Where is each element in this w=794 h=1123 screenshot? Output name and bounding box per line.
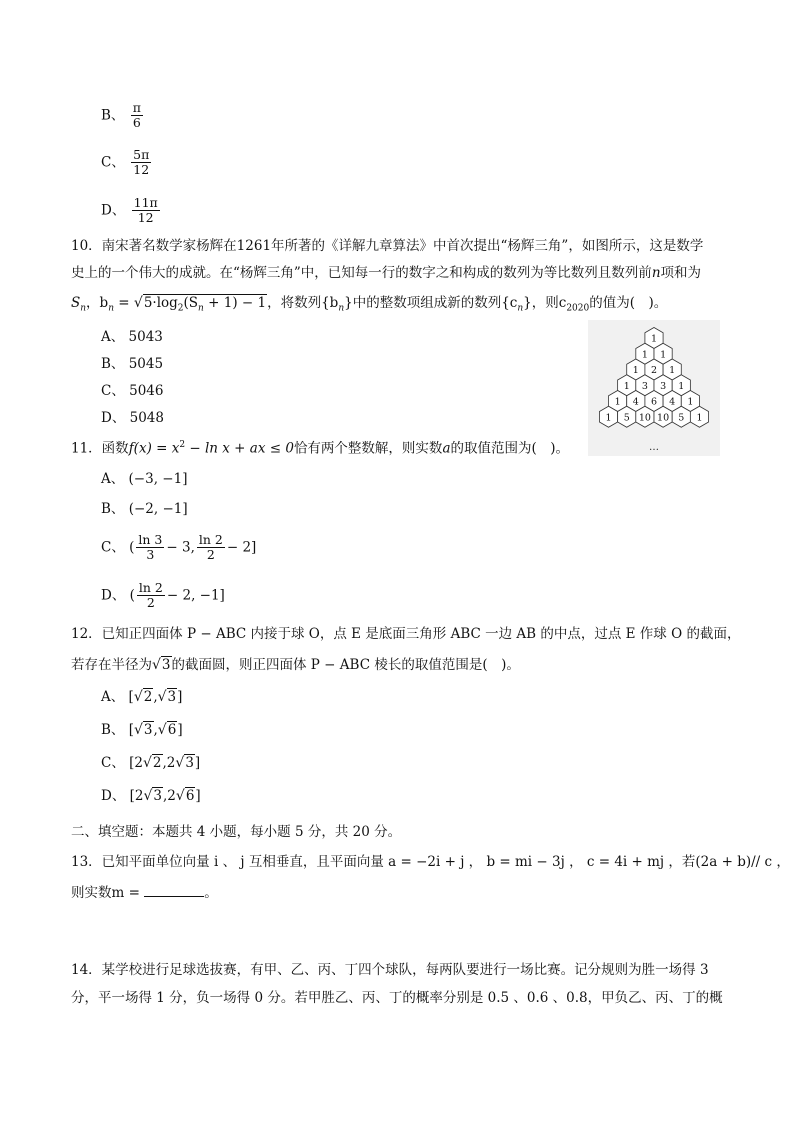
triangle-cell-value: 1	[678, 380, 685, 392]
triangle-cell-value: 1	[696, 412, 703, 424]
triangle-cell-value: 1	[650, 333, 658, 345]
triangle-cell-value: 1	[660, 349, 667, 361]
yang-hui-triangle-figure	[588, 320, 720, 456]
q10-option-b: B、 5045	[101, 356, 164, 372]
q14-line1: 14．某学校进行足球选拔赛，有甲、乙、丙、丁四个球队，每两队要进行一场比赛。记分规则为胜一场得 3	[71, 962, 709, 978]
option-label: D、	[101, 202, 126, 219]
q14-line2: 分，平一场得 1 分，负一场得 0 分。若甲胜乙、丙、丁的概率分别是 0.5 、0.6 、0.8，甲负乙、丙、丁的概	[71, 990, 723, 1006]
q12-option-c: C、 [2√2,2√3]	[101, 755, 201, 771]
fraction: $\frac{5\pi}{12}$	[133, 147, 150, 178]
q12-line1: 12．已知正四面体 P − ABC 内接于球 O，点 E 是底面三角形 ABC 一边 AB 的中点，过点 E 作球 O 的截面，	[71, 626, 741, 642]
triangle-cell-value: 1	[623, 380, 630, 392]
q13-line2: 则实数m = 。	[71, 885, 218, 901]
triangle-cell-value: 10	[657, 412, 670, 424]
q11-stem: 11．函数$f(x) = x^2 - \ln x$ + ax ≤ 0恰有两个整数解，则实数a的取值范围为( )。	[71, 440, 570, 457]
q12-line2: 若存在半径为√3的截面圆，则正四面体 P − ABC 棱长的取值范围是( )。	[71, 657, 520, 673]
triangle-cell-value: 6	[650, 396, 658, 408]
sqrt-expression: $5\cdot\log_2(S_n + 1) - 1$	[143, 295, 267, 314]
triangle-cell-value: 2	[650, 365, 658, 376]
q12-option-a: A、 [√2,√3]	[101, 689, 183, 705]
q10-line1: 10．南宋著名数学家杨辉在1261年所著的《详解九章算法》中首次提出“杨辉三角”，如图所示，这是数学	[71, 238, 704, 254]
q10-line3: $S_n$，$b_n = √5\cdot\log_2(S_n + 1) - 1$，将数列$\{b_n\}$中的整数项组成新的数列$\{c_n\}$，则$c_{2020}$的值为( )。	[71, 295, 668, 314]
triangle-ellipsis: …	[649, 442, 659, 453]
q10-option-d: D、 5048	[101, 410, 164, 426]
q11-option-a: A、 (−3, −1]	[101, 471, 188, 487]
q13-line1: 13．已知平面单位向量 i 、 j 互相垂直，且平面向量 a = −2i + j ， b = mi − 3j ， c = 4i + mj ，若(2a + b)// c ，	[71, 854, 790, 870]
triangle-cell-value: 1	[614, 396, 621, 408]
triangle-cell-value: 3	[660, 380, 667, 392]
q12-option-d: D、 [2√3,2√6]	[101, 788, 201, 804]
q10-option-c: C、 5046	[101, 383, 164, 399]
triangle-cell-value: 10	[638, 412, 651, 424]
triangle-cell-value: 5	[678, 412, 685, 424]
triangle-cell-value: 3	[641, 380, 648, 392]
triangle-cell-value: 4	[669, 396, 676, 408]
q11-option-c: C、 ( $\frac{\ln 3}{3}$ − 3, $\frac{\ln 2}{2}$ − 2]	[101, 532, 257, 563]
q9-option-c	[101, 148, 153, 178]
option-label: B、	[101, 107, 125, 124]
q10-option-a: A、 5043	[101, 329, 163, 345]
triangle-cell-value: 1	[632, 365, 639, 376]
fraction: $\frac{11\pi}{12}$	[133, 195, 158, 226]
triangle-cell-value: 1	[669, 365, 676, 376]
q11-option-d: D、 ( $\frac{\ln 2}{2}$ − 2, −1]	[101, 580, 225, 611]
q9-option-b	[101, 101, 145, 131]
answer-blank	[144, 886, 204, 897]
option-label: C、	[101, 154, 125, 171]
q11-option-b: B、 (−2, −1]	[101, 501, 188, 517]
triangle-cell-value: 1	[605, 412, 612, 424]
q12-option-b: B、 [√3,√6]	[101, 722, 183, 738]
triangle-cell-value: 1	[687, 396, 694, 408]
q10-line2: 史上的一个伟大的成就。在“杨辉三角”中，已知每一行的数字之和构成的数列为等比数列且数列前n项和为	[71, 265, 702, 281]
triangle-cell-value: 1	[641, 349, 648, 361]
q9-option-d	[101, 196, 162, 226]
triangle-cell-value: 5	[623, 412, 630, 424]
section-heading: 二、填空题：本题共 4 小题，每小题 5 分，共 20 分。	[71, 824, 402, 840]
triangle-cell-value: 4	[632, 396, 639, 408]
fraction: $\frac{\pi}{6}$	[132, 100, 141, 131]
